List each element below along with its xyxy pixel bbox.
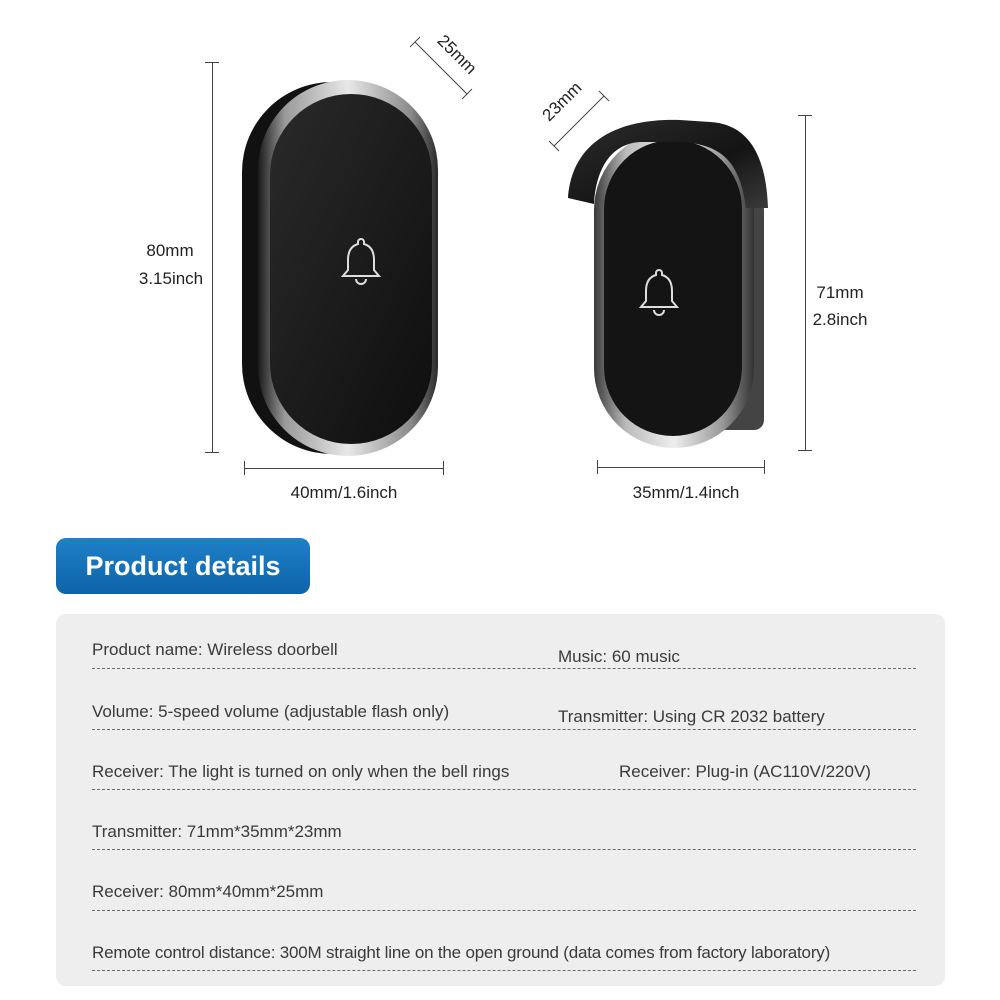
transmitter-width-cap-left (597, 460, 598, 474)
transmitter-depth-label: 23mm (538, 78, 586, 125)
receiver-width-cap-left (244, 461, 245, 475)
transmitter-size: Transmitter: 71mm*35mm*23mm (92, 822, 342, 841)
volume: Volume: 5-speed volume (adjustable flash only) (92, 702, 450, 721)
receiver-depth-label: 25mm (433, 31, 481, 78)
transmitter-height-cap-bottom (798, 450, 812, 451)
details-row-6 (92, 970, 916, 971)
details-row-1 (92, 668, 916, 669)
transmitter-height-mm: 71mm (816, 283, 864, 302)
receiver-height-mm: 80mm (146, 241, 194, 260)
music: Music: 60 music (558, 647, 680, 666)
bell-icon (638, 266, 680, 318)
receiver-plug: Receiver: Plug-in (AC110V/220V) (619, 762, 871, 781)
transmitter-width-line (597, 467, 764, 468)
receiver-height-cap-top (205, 62, 219, 63)
product-name: Product name: Wireless doorbell (92, 640, 338, 659)
receiver-height-line (212, 62, 213, 452)
remote-distance: Remote control distance: 300M straight line on the open ground (data comes from factory laboratory) (92, 943, 831, 962)
receiver-width-label: 40mm/1.6inch (290, 483, 398, 502)
section-title: Product details (56, 538, 310, 594)
details-row-5 (92, 910, 916, 911)
receiver-light: Receiver: The light is turned on only when the bell rings (92, 762, 510, 781)
details-row-2 (92, 729, 916, 730)
receiver-width-line (244, 468, 444, 469)
transmitter-width-label: 35mm/1.4inch (632, 483, 740, 502)
receiver-width-cap-right (443, 461, 444, 475)
receiver-height-inch: 3.15inch (138, 269, 204, 288)
transmitter-battery: Transmitter: Using CR 2032 battery (558, 707, 825, 726)
transmitter-height-inch: 2.8inch (812, 310, 868, 329)
transmitter-height-cap-top (798, 115, 812, 116)
details-panel (56, 614, 945, 986)
details-row-4 (92, 849, 916, 850)
bell-icon (340, 235, 382, 287)
details-row-3 (92, 789, 916, 790)
transmitter-width-cap-right (764, 460, 765, 474)
receiver-size: Receiver: 80mm*40mm*25mm (92, 882, 324, 901)
receiver-height-cap-bottom (205, 452, 219, 453)
